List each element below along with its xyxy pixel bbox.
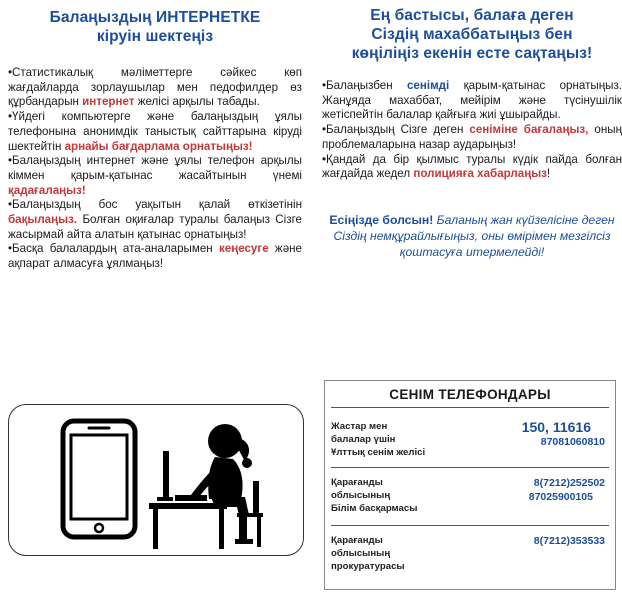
highlight-trust: сенімді <box>406 79 450 92</box>
left-title-line-2: кіруін шектеңіз <box>96 28 214 45</box>
left-title <box>8 8 302 46</box>
hotline-row: Жастар мен балалар үшін Ұлттық сенім желісі 150, 11616 87081060810 <box>331 419 605 458</box>
right-title-line-3: көңіліңіз екенін есте сақтаңыз! <box>351 45 593 62</box>
hotline-row: Қарағанды облысының Білім басқармасы 8(7212)252502 87025900105 <box>331 477 605 514</box>
highlight-internet: интернет <box>82 95 135 109</box>
illustration-panel <box>8 404 304 556</box>
reminder-note: Есіңізде болсын! Баланың жан күйзелісіне деген Сіздің немқұрайлығыңыз, оны өмірімен мезгілсіз қоштасуға итермелейді! <box>329 213 615 260</box>
left-paragraph-3: •Балаңыздың интернет және ұялы телефон арқылы кіммен қарым-қатынас жасайтынын үнемі қадағалаңыз! <box>8 154 302 197</box>
left-paragraph-2: •Үйдегі компьютерге және балаңыздың ұялы телефонына анонимдік таныстық сайттарына кіруді шектейтін арнайы бағдарлама орнатыңыз! <box>8 110 302 153</box>
right-title-line-1: Ең бастысы, балаға деген <box>370 7 574 24</box>
highlight-value-trust: сеніміне бағалаңыз, <box>469 123 589 137</box>
hotline-divider <box>331 407 609 408</box>
hotline-number[interactable]: 150, 11616 <box>521 419 591 435</box>
right-paragraph-2: •Балаңыздың Сізге деген сеніміне бағалаңыз, оның проблемаларына назар аударыңыз! <box>322 123 622 151</box>
hotline-title: СЕНІМ ТЕЛЕФОНДАРЫ <box>389 387 551 402</box>
hotline-number[interactable]: 87081060810 <box>540 436 605 448</box>
highlight-police: полицияға хабарлаңыз <box>413 167 547 181</box>
highlight-special-program: арнайы бағдарлама орнатыңыз! <box>64 139 253 153</box>
hotline-number[interactable]: 8(7212)353533 <box>533 535 605 547</box>
hotline-row: Қарағанды облысының прокуратурасы 8(7212)353533 <box>331 535 605 572</box>
highlight-monitor: қадағалаңыз! <box>8 183 86 197</box>
reminder-label: Есіңізде болсын! <box>329 213 434 228</box>
left-paragraph-1: •Статистикалық мәліметтерге сәйкес көп жағдайларда зорлаушылар мен педофилдер өз құрбандарын интернет желісі арқылы табады. <box>8 66 302 109</box>
hotline-divider <box>331 525 609 526</box>
highlight-watch: бақылаңыз. <box>8 213 78 227</box>
highlight-consult: кеңесуге <box>218 242 269 256</box>
hotline-divider <box>331 467 609 468</box>
hotline-number[interactable]: 8(7212)252502 <box>533 477 605 489</box>
left-title-line-1: Балаңыздың ИНТЕРНЕТКЕ <box>49 9 261 26</box>
hotline-number[interactable]: 87025900105 <box>528 491 593 503</box>
left-column <box>0 0 310 272</box>
right-column <box>318 0 622 272</box>
right-title-line-2: Сіздің махаббатыңыз бен <box>371 26 573 43</box>
hotline-box <box>324 380 616 590</box>
right-title <box>322 6 622 63</box>
left-paragraph-5: •Басқа балалардың ата-аналарымен кеңесуге және ақпарат алмасуға ұялмаңыз! <box>8 242 302 271</box>
smartphone-icon <box>59 417 139 541</box>
child-at-computer-icon <box>149 411 289 551</box>
right-paragraph-3: •Қандай да бір қылмыс туралы күдік пайда болған жағдайда жедел полицияға хабарлаңыз! <box>322 152 622 181</box>
left-paragraph-4: •Балаңыздың бос уақытын қалай өткізетінін бақылаңыз. Болған оқиғалар туралы балаңыз Сізге жасырмай айта алатын қатынас орнатыңыз! <box>8 198 302 241</box>
right-paragraph-1: •Балаңызбен сенімді қарым-қатынас орнатыңыз. Жанұяда махаббат, мейірім және түсінушілік жетіспейтін балалар қайғыға жиі ұшырайды. <box>322 79 622 122</box>
